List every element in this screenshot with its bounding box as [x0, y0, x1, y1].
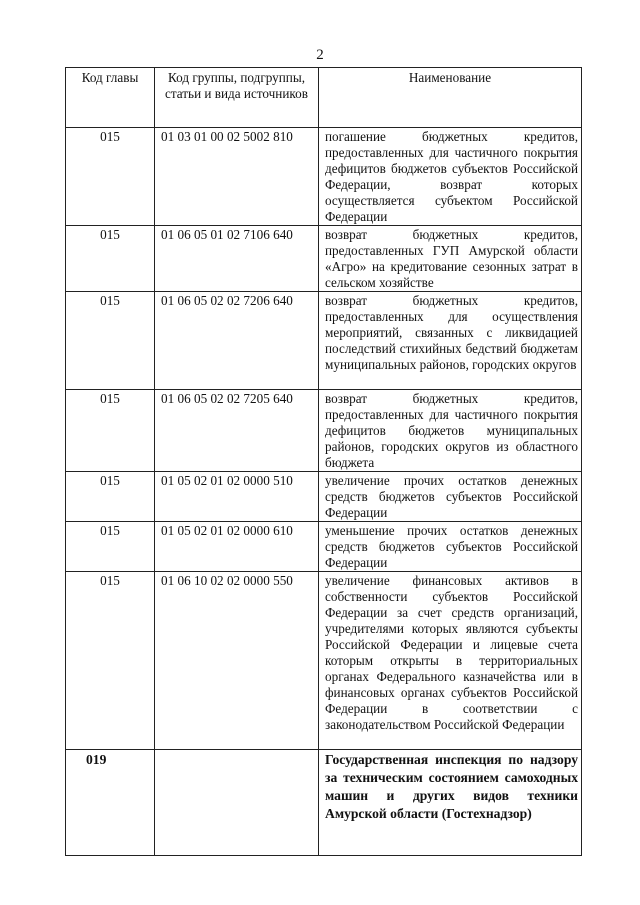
- chapter-code-cell: 015: [66, 522, 155, 572]
- page-number: 2: [316, 47, 324, 63]
- table-row: [66, 472, 582, 522]
- group-code-cell: 01 05 02 01 02 0000 510: [155, 472, 319, 522]
- table-row: [66, 522, 582, 572]
- group-code-cell: [155, 750, 319, 856]
- group-code-cell: 01 06 05 01 02 7106 640: [155, 226, 319, 292]
- chapter-code-cell: 015: [66, 572, 155, 750]
- group-code-cell: 01 05 02 01 02 0000 610: [155, 522, 319, 572]
- name-cell: увеличение финансовых активов в собственности субъектов Российской Федерации за счет средств организаций, учредителями которых являются субъекты Российской Федерации и лицевые счета которым открыты в территориальных органах Федерального казначейства или в финансовых органах субъектов Российской Федерации в соответствии с законодательством Российской Федерации: [319, 572, 582, 750]
- table-row: [66, 226, 582, 292]
- group-code-cell: 01 06 05 02 02 7205 640: [155, 390, 319, 472]
- chapter-code-cell: 015: [66, 292, 155, 390]
- name-cell: возврат бюджетных кредитов, предоставленных для осуществления мероприятий, связанных с ликвидацией последствий стихийных бедствий бюджетам муниципальных районов, городских округов: [319, 292, 582, 390]
- chapter-code-cell: 015: [66, 390, 155, 472]
- group-code-cell: 01 03 01 00 02 5002 810: [155, 128, 319, 226]
- group-code-cell: 01 06 05 02 02 7206 640: [155, 292, 319, 390]
- chapter-code-cell: 015: [66, 226, 155, 292]
- name-cell: погашение бюджетных кредитов, предоставленных для частичного покрытия дефицитов бюджетов субъектов Российской Федерации, возврат которых осуществляется субъектом Российской Федерации: [319, 128, 582, 226]
- chapter-code-cell: 015: [66, 472, 155, 522]
- table-row: [66, 128, 582, 226]
- header-chapter-code: Код главы: [66, 68, 155, 128]
- sources-table: [65, 67, 582, 856]
- name-cell: увеличение прочих остатков денежных средств бюджетов субъектов Российской Федерации: [319, 472, 582, 522]
- table-row: [66, 572, 582, 750]
- name-cell: возврат бюджетных кредитов, предоставленных ГУП Амурской области «Агро» на кредитование сезонных затрат в сельском хозяйстве: [319, 226, 582, 292]
- name-cell: уменьшение прочих остатков денежных средств бюджетов субъектов Российской Федерации: [319, 522, 582, 572]
- group-code-cell: 01 06 10 02 02 0000 550: [155, 572, 319, 750]
- name-cell: Государственная инспекция по надзору за техническим состоянием самоходных машин и других видов техники Амурской области (Гостехнадзор): [319, 750, 582, 856]
- header-name: Наименование: [319, 68, 582, 128]
- name-cell: возврат бюджетных кредитов, предоставленных для частичного покрытия дефицитов бюджетов муниципальных районов, городских округов из областного бюджета: [319, 390, 582, 472]
- table-row: [66, 750, 582, 856]
- header-group-code: Код группы, подгруппы, статьи и вида источников: [155, 68, 319, 128]
- table-header-row: [66, 68, 582, 128]
- chapter-code-cell: 015: [66, 128, 155, 226]
- table-row: [66, 390, 582, 472]
- table-row: [66, 292, 582, 390]
- chapter-code-cell: 019: [66, 750, 155, 856]
